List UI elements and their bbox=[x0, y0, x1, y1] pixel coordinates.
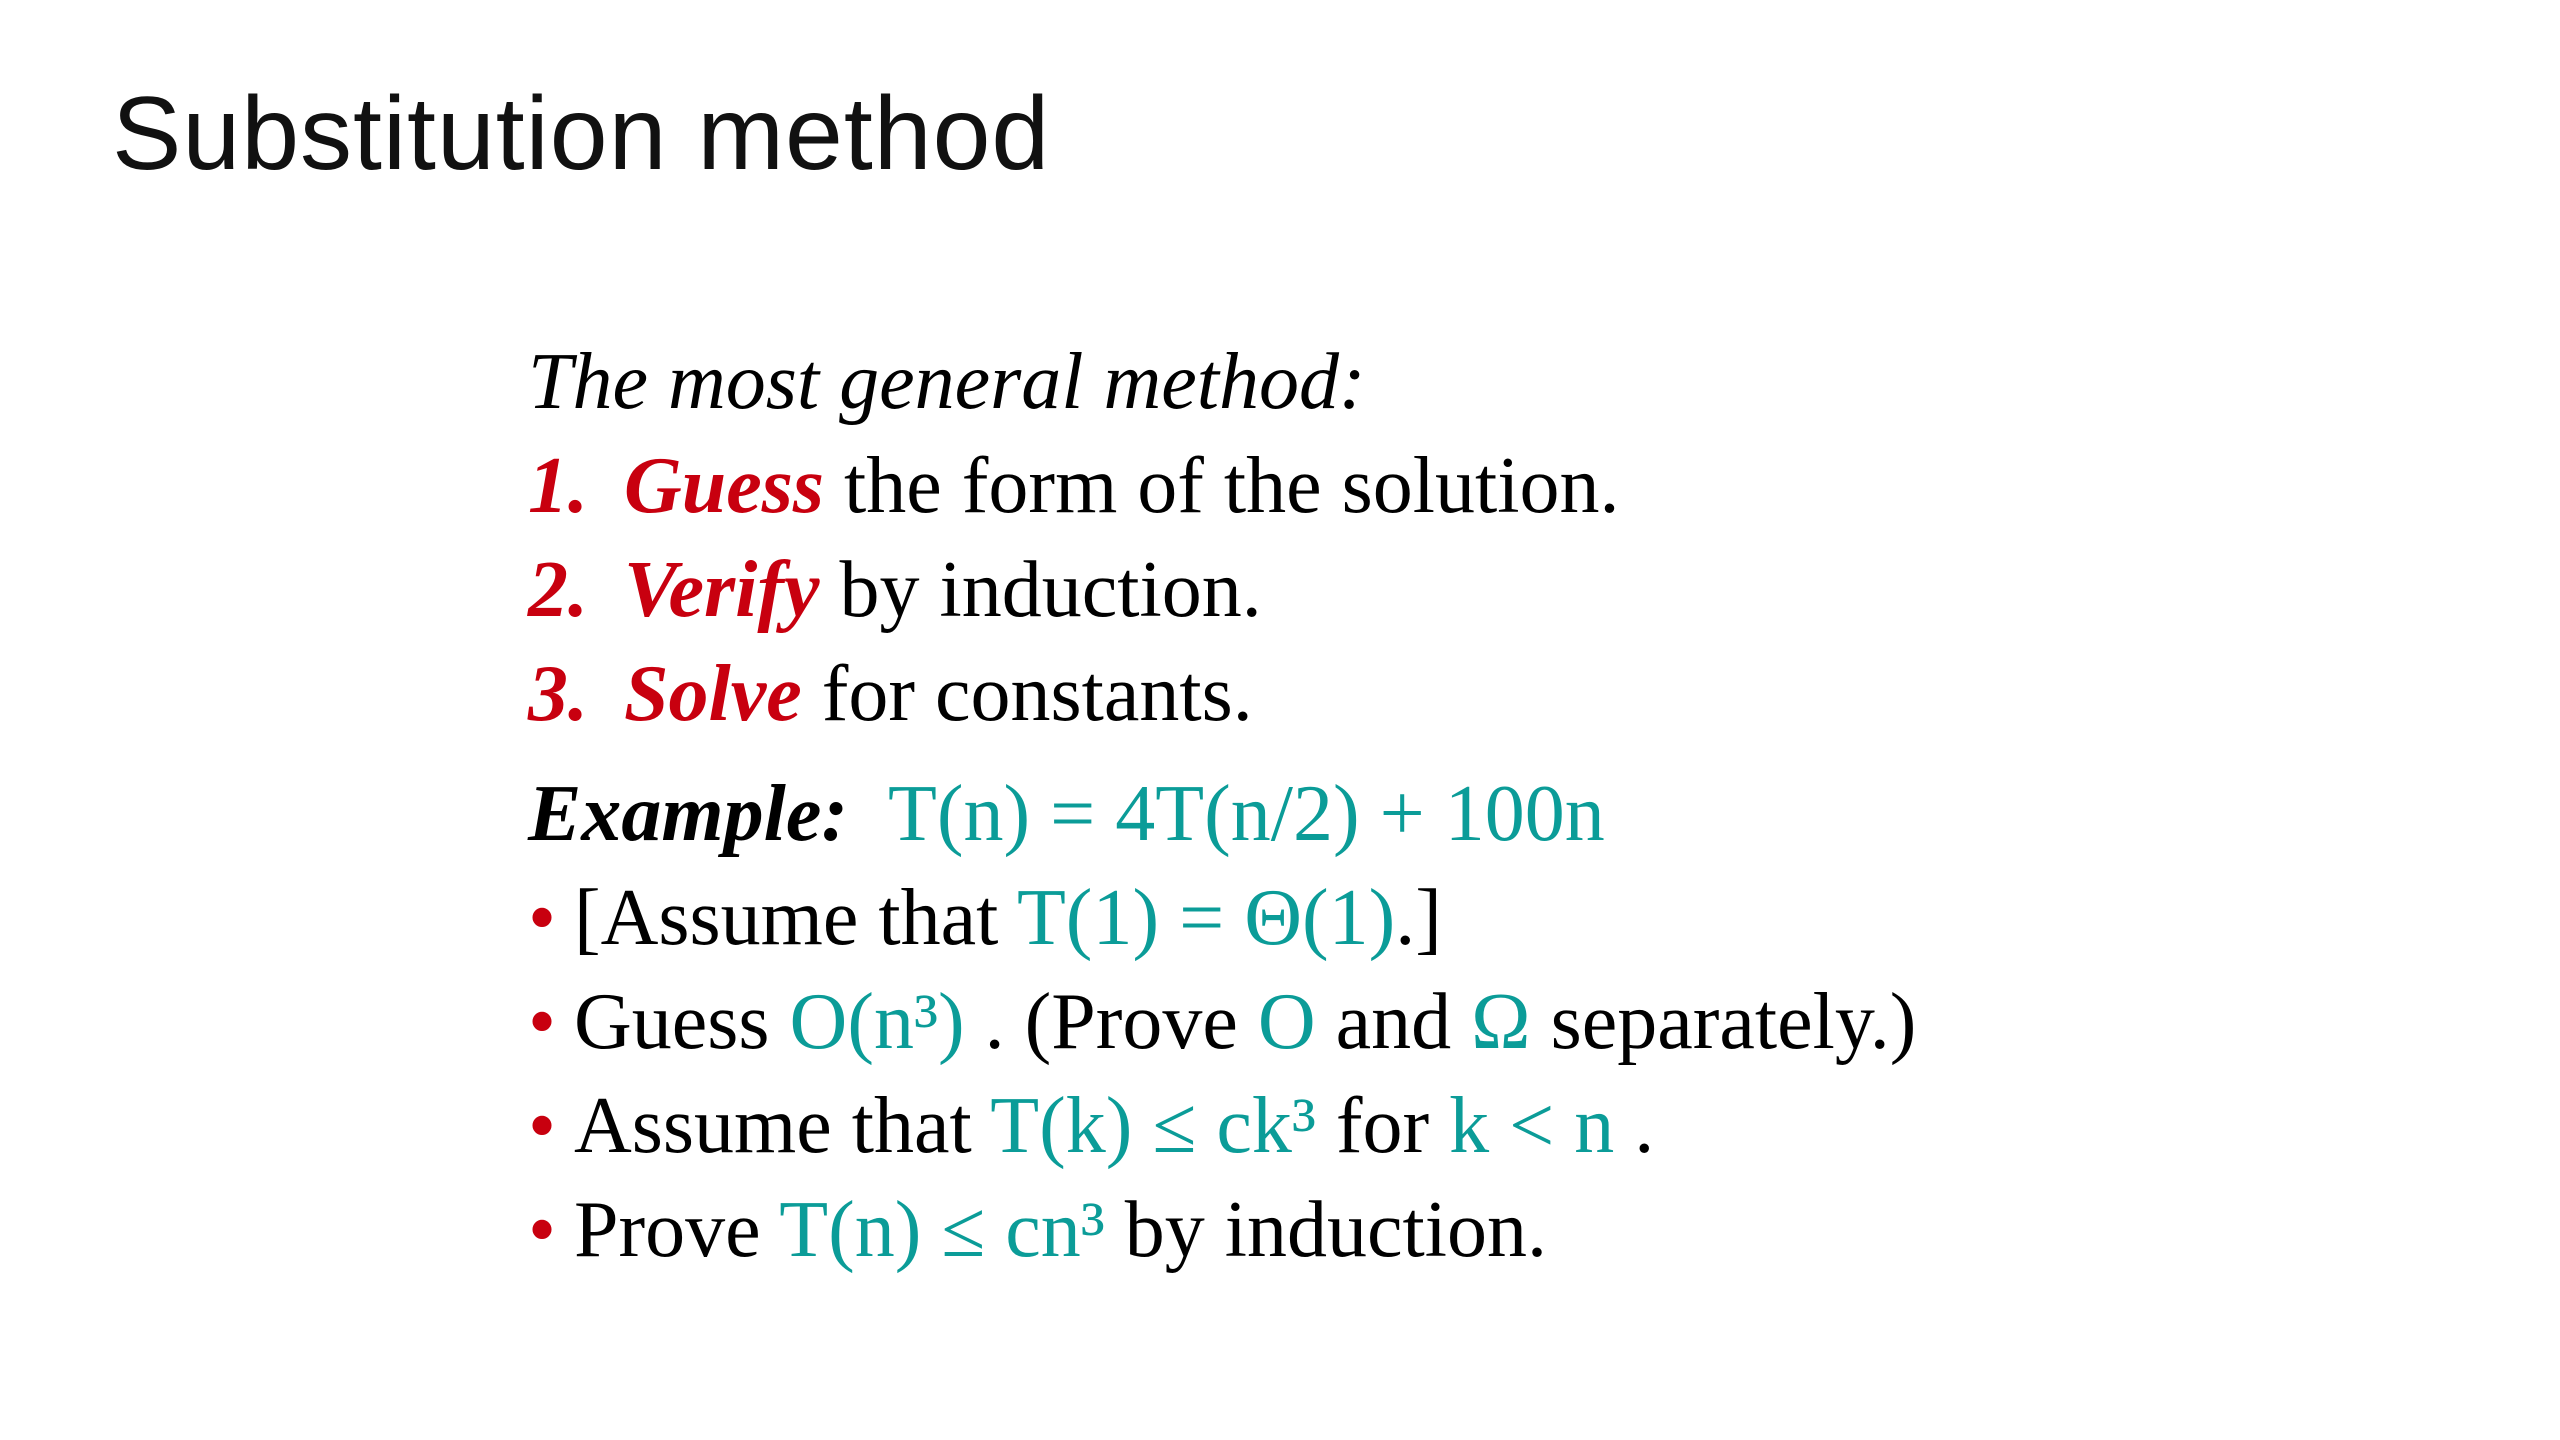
bullet-math: O bbox=[1257, 978, 1316, 1066]
bullet-item-1 bbox=[528, 866, 2428, 970]
bullet-dot: • bbox=[528, 1186, 557, 1274]
bullet-text: and bbox=[1315, 978, 1472, 1066]
step-keyword: Solve bbox=[624, 650, 802, 738]
step-number: 2. bbox=[528, 546, 588, 634]
bullet-math: Ω bbox=[1471, 978, 1531, 1066]
bullet-text: Prove bbox=[574, 1186, 780, 1274]
intro-line: The most general method: bbox=[528, 338, 1366, 426]
bullet-text: .] bbox=[1395, 874, 1442, 962]
slide-title: Substitution method bbox=[112, 76, 1051, 192]
step-text: by induction. bbox=[819, 546, 1262, 634]
step-3 bbox=[528, 642, 2428, 746]
bullet-math: k < n bbox=[1449, 1082, 1615, 1170]
step-keyword: Guess bbox=[624, 442, 825, 530]
bullet-math: O(n³) bbox=[789, 978, 965, 1066]
example-line bbox=[528, 762, 2428, 866]
bullet-dot: • bbox=[528, 1082, 557, 1170]
bullet-dot: • bbox=[528, 874, 557, 962]
step-1 bbox=[528, 434, 2428, 538]
bullet-math: T(k) ≤ ck³ bbox=[990, 1082, 1316, 1170]
step-text: the form of the solution. bbox=[824, 442, 1620, 530]
step-number: 3. bbox=[528, 650, 588, 738]
step-text: for constants. bbox=[801, 650, 1253, 738]
bullet-text: by induction. bbox=[1104, 1186, 1547, 1274]
slide-body bbox=[528, 330, 2428, 1282]
bullet-text: [Assume that bbox=[574, 874, 1017, 962]
bullet-text: for bbox=[1315, 1082, 1450, 1170]
bullet-text: separately.) bbox=[1530, 978, 1917, 1066]
step-2 bbox=[528, 538, 2428, 642]
example-formula: T(n) = 4T(n/2) + 100n bbox=[887, 770, 1605, 858]
step-number: 1. bbox=[528, 442, 588, 530]
example-label: Example: bbox=[528, 770, 848, 858]
bullet-dot: • bbox=[528, 978, 557, 1066]
step-keyword: Verify bbox=[624, 546, 820, 634]
bullet-item-4 bbox=[528, 1178, 2428, 1282]
bullet-text: . (Prove bbox=[964, 978, 1258, 1066]
bullet-text: Assume that bbox=[574, 1082, 991, 1170]
bullet-math: T(1) = Θ(1) bbox=[1016, 874, 1396, 962]
bullet-text: . bbox=[1614, 1082, 1655, 1170]
bullet-item-3 bbox=[528, 1074, 2428, 1178]
bullet-item-2 bbox=[528, 970, 2428, 1074]
bullet-math: T(n) ≤ cn³ bbox=[779, 1186, 1105, 1274]
bullet-text: Guess bbox=[574, 978, 790, 1066]
